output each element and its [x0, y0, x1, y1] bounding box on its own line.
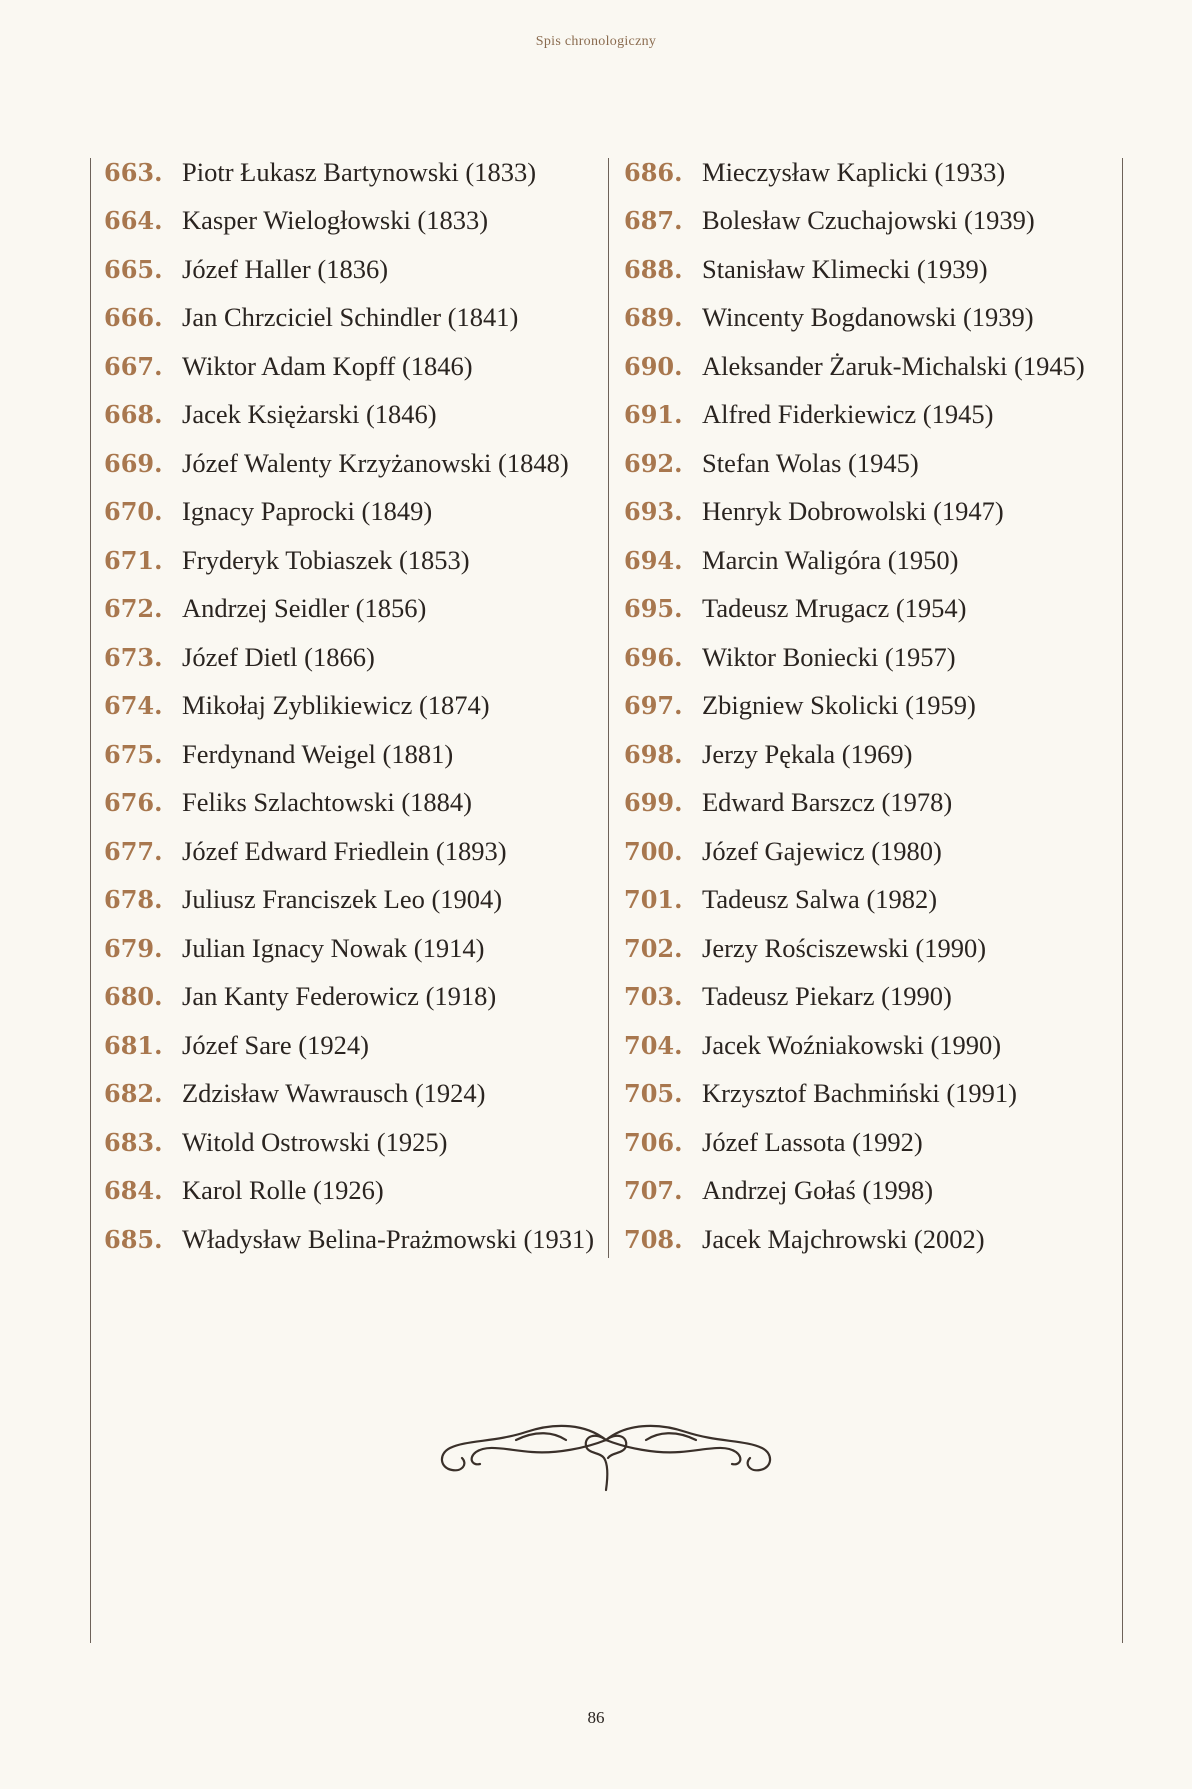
list-item	[104, 342, 594, 391]
entry-number: 701.	[624, 885, 683, 915]
entry-number: 696.	[624, 642, 683, 672]
entry-number: 676.	[104, 788, 163, 818]
entry-number: 694.	[624, 545, 683, 575]
list-item	[104, 779, 594, 828]
entry-name: Marcin Waligóra (1950)	[702, 544, 959, 575]
list-item	[624, 924, 1085, 973]
list-item	[624, 682, 1085, 731]
entry-number: 679.	[104, 933, 163, 963]
entry-name: Jacek Woźniakowski (1990)	[702, 1029, 1002, 1060]
list-item	[624, 342, 1085, 391]
list-item	[104, 1021, 594, 1070]
entry-name: Stanisław Klimecki (1939)	[702, 253, 988, 284]
list-item	[624, 779, 1085, 828]
entry-number: 680.	[104, 982, 163, 1012]
entry-number: 668.	[104, 400, 163, 430]
entry-name: Jan Chrzciciel Schindler (1841)	[182, 302, 519, 333]
list-item	[624, 536, 1085, 585]
entry-name: Józef Haller (1836)	[182, 253, 389, 284]
right-rule	[1122, 158, 1123, 1643]
entry-number: 705.	[624, 1079, 683, 1109]
entry-name: Ignacy Paprocki (1849)	[182, 496, 433, 527]
list-item	[624, 876, 1085, 925]
list-item	[624, 1021, 1085, 1070]
entry-name: Jerzy Rościszewski (1990)	[702, 932, 987, 963]
entry-number: 695.	[624, 594, 683, 624]
entry-number: 702.	[624, 933, 683, 963]
entry-name: Krzysztof Bachmiński (1991)	[702, 1078, 1017, 1109]
list-item	[624, 633, 1085, 682]
entry-name: Feliks Szlachtowski (1884)	[182, 787, 472, 818]
list-item	[624, 585, 1085, 634]
entry-number: 669.	[104, 448, 163, 478]
entry-name: Jerzy Pękala (1969)	[702, 738, 913, 769]
list-item	[104, 924, 594, 973]
entry-name: Zdzisław Wawrausch (1924)	[182, 1078, 486, 1109]
list-item	[104, 827, 594, 876]
entry-name: Kasper Wielogłowski (1833)	[182, 205, 489, 236]
list-item	[104, 439, 594, 488]
entry-number: 697.	[624, 691, 683, 721]
entry-name: Mieczysław Kaplicki (1933)	[702, 156, 1006, 187]
entry-name: Henryk Dobrowolski (1947)	[702, 496, 1004, 527]
center-rule	[608, 158, 609, 1258]
entry-name: Edward Barszcz (1978)	[702, 787, 953, 818]
entry-name: Ferdynand Weigel (1881)	[182, 738, 454, 769]
entry-number: 675.	[104, 739, 163, 769]
entry-number: 667.	[104, 351, 163, 381]
list-item	[104, 1215, 594, 1264]
entry-name: Piotr Łukasz Bartynowski (1833)	[182, 156, 537, 187]
entry-name: Józef Sare (1924)	[182, 1029, 369, 1060]
entry-number: 663.	[104, 157, 163, 187]
entry-name: Tadeusz Piekarz (1990)	[702, 981, 952, 1012]
list-item	[624, 245, 1085, 294]
list-item	[104, 633, 594, 682]
entry-number: 700.	[624, 836, 683, 866]
entry-number: 674.	[104, 691, 163, 721]
left-rule	[90, 158, 91, 1643]
list-item	[624, 1070, 1085, 1119]
entry-name: Józef Gajewicz (1980)	[702, 835, 942, 866]
list-item	[624, 294, 1085, 343]
list-item	[104, 197, 594, 246]
entry-number: 681.	[104, 1030, 163, 1060]
list-item	[104, 973, 594, 1022]
entry-number: 673.	[104, 642, 163, 672]
entry-number: 708.	[624, 1224, 683, 1254]
entry-number: 670.	[104, 497, 163, 527]
page-number: 86	[587, 1708, 605, 1727]
entry-number: 683.	[104, 1127, 163, 1157]
list-item	[104, 1118, 594, 1167]
entry-number: 684.	[104, 1176, 163, 1206]
list-item	[104, 488, 594, 537]
entry-number: 706.	[624, 1127, 683, 1157]
entry-number: 698.	[624, 739, 683, 769]
left-column	[104, 148, 594, 1264]
list-item	[624, 1118, 1085, 1167]
entry-name: Jacek Księżarski (1846)	[182, 399, 437, 430]
entry-number: 688.	[624, 254, 683, 284]
entry-number: 707.	[624, 1176, 683, 1206]
list-item	[624, 148, 1085, 197]
entry-name: Stefan Wolas (1945)	[702, 447, 919, 478]
entry-number: 677.	[104, 836, 163, 866]
flourish-ornament	[436, 1418, 776, 1498]
entry-name: Tadeusz Mrugacz (1954)	[702, 593, 967, 624]
entry-number: 682.	[104, 1079, 163, 1109]
entry-name: Witold Ostrowski (1925)	[182, 1126, 448, 1157]
entry-name: Zbigniew Skolicki (1959)	[702, 690, 976, 721]
entry-number: 687.	[624, 206, 683, 236]
entry-number: 704.	[624, 1030, 683, 1060]
entry-number: 678.	[104, 885, 163, 915]
entry-number: 699.	[624, 788, 683, 818]
entry-name: Jacek Majchrowski (2002)	[702, 1223, 985, 1254]
list-item	[104, 730, 594, 779]
list-item	[104, 876, 594, 925]
list-item	[624, 488, 1085, 537]
entry-number: 671.	[104, 545, 163, 575]
entry-name: Andrzej Gołaś (1998)	[702, 1175, 934, 1206]
list-item	[104, 294, 594, 343]
entry-number: 703.	[624, 982, 683, 1012]
entry-name: Mikołaj Zyblikiewicz (1874)	[182, 690, 490, 721]
list-item	[104, 536, 594, 585]
entry-name: Władysław Belina-Prażmowski (1931)	[182, 1223, 595, 1254]
list-item	[624, 391, 1085, 440]
entry-number: 686.	[624, 157, 683, 187]
list-item	[624, 973, 1085, 1022]
entry-name: Fryderyk Tobiaszek (1853)	[182, 544, 470, 575]
entry-name: Józef Lassota (1992)	[702, 1126, 923, 1157]
list-item	[624, 1167, 1085, 1216]
entry-number: 692.	[624, 448, 683, 478]
list-item	[104, 585, 594, 634]
entry-number: 664.	[104, 206, 163, 236]
list-item	[104, 245, 594, 294]
list-item	[624, 827, 1085, 876]
entry-number: 665.	[104, 254, 163, 284]
list-item	[624, 439, 1085, 488]
entry-number: 691.	[624, 400, 683, 430]
entry-name: Józef Edward Friedlein (1893)	[182, 835, 507, 866]
entry-name: Juliusz Franciszek Leo (1904)	[182, 884, 503, 915]
entry-name: Józef Walenty Krzyżanowski (1848)	[182, 447, 569, 478]
list-item	[624, 1215, 1085, 1264]
right-column	[624, 148, 1085, 1264]
entry-name: Karol Rolle (1926)	[182, 1175, 384, 1206]
entry-number: 666.	[104, 303, 163, 333]
running-header: Spis chronologiczny	[535, 34, 657, 49]
list-item	[104, 682, 594, 731]
entry-name: Andrzej Seidler (1856)	[182, 593, 427, 624]
entry-name: Wincenty Bogdanowski (1939)	[702, 302, 1034, 333]
list-item	[624, 730, 1085, 779]
entry-name: Tadeusz Salwa (1982)	[702, 884, 938, 915]
entry-number: 690.	[624, 351, 683, 381]
entry-name: Wiktor Boniecki (1957)	[702, 641, 956, 672]
list-item	[104, 391, 594, 440]
entry-name: Jan Kanty Federowicz (1918)	[182, 981, 497, 1012]
list-item	[104, 148, 594, 197]
entry-name: Wiktor Adam Kopff (1846)	[182, 350, 473, 381]
entry-number: 685.	[104, 1224, 163, 1254]
list-item	[624, 197, 1085, 246]
entry-number: 689.	[624, 303, 683, 333]
entry-name: Alfred Fiderkiewicz (1945)	[702, 399, 994, 430]
entry-name: Bolesław Czuchajowski (1939)	[702, 205, 1035, 236]
list-item	[104, 1167, 594, 1216]
entry-name: Józef Dietl (1866)	[182, 641, 375, 672]
entry-number: 693.	[624, 497, 683, 527]
entry-name: Julian Ignacy Nowak (1914)	[182, 932, 485, 963]
entry-name: Aleksander Żaruk-Michalski (1945)	[702, 350, 1085, 381]
entry-number: 672.	[104, 594, 163, 624]
list-item	[104, 1070, 594, 1119]
